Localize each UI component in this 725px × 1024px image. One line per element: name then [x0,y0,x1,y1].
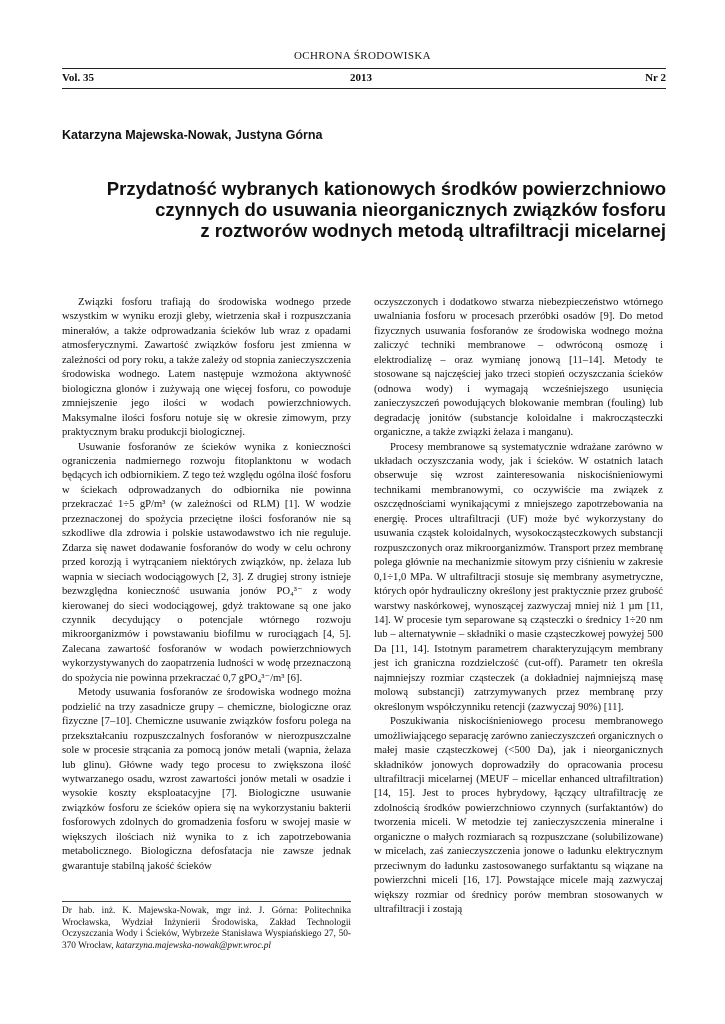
year-label: 2013 [350,72,372,84]
title-line-1: Przydatność wybranych kationowych środków powierzchniowo [106,178,666,199]
title-line-2: czynnych do usuwania nieorganicznych związków fosforu [155,199,666,220]
issue-number-label: Nr 2 [645,72,666,84]
article-title [62,178,666,241]
paragraph: Usuwanie fosforanów ze ścieków wynika z konieczności ograniczenia nadmiernego rozwoju fitoplanktonu w wodach będących ich odbiornikiem. Z tego też względu ogólna ilość fosforu w ściekach odprowadzanych do odbiornika nie powinna przekraczać 1÷5 gP/m³ (w zależności od RLM) [1]. W wodzie przeznaczonej do spożycia przeciętne ilości fosforanów nie są szkodliwe dla zdrowia i polskie ustawodawstwo ich nie reguluje. Zdarza się nawet dodawanie fosforanów do wody w celu ochrony przed korozją i wytrącaniem niektórych związków, np. żelaza lub wapnia w sieciach wodociągowych [2, 3]. Z drugiej strony istnieje bezwzględna konieczność usuwania jonów PO₄³⁻ z wody kierowanej do sieci wodociągowej, gdyż traktowane są one jako czynnik decydujący o potencjale wtórnego rozwoju mikroorganizmów i powstawaniu biofilmu w rurociągach [4, 5]. Zalecana zawartość fosforanów w wodach powierzchniowych wykorzystywanych do zaopatrzenia ludności w wodę przeznaczoną do spożycia nie powinna przekraczać 0,7 gPO₄³⁻/m³ [6]. [62,441,351,684]
footnote-text: Dr hab. inż. K. Majewska-Nowak, mgr inż. J. Górna: Politechnika Wrocławska, Wydział Inżynierii Środowiska, Zakład Technologii Oczyszczania Wody i Ścieków, Wybrzeże Stanisława Wyspiańskiego 27, 50-370 Wrocław, [62,906,351,951]
paragraph: Poszukiwania niskociśnieniowego procesu membranowego umożliwiającego separację zarówno zanieczyszczeń organicznych o małej masie cząsteczkowej (<500 Da), jak i nieorganicznych składników jonowych doprowadziły do opracowania procesu ultrafiltracji micelarnej (MEUF – micellar enhanced ultrafiltration) [14, 15]. Jest to proces hybrydowy, łączący ultrafiltrację ze zdolnością środków powierzchniowo czynnych (surfaktantów) do tworzenia miceli. W metodzie tej zanieczyszczenia mineralne i organiczne o małych rozmiarach są rozpuszczane (solubilizowane) w micelach, zaś zanieczyszczenia jonowe o ładunku elektrycznym przeciwnym do ładunku zastosowanego surfaktantu są wiązane na powierzchni miceli [16, 17]. Powstające micele mają zazwyczaj większy rozmiar od średnicy porów membran stosowanych w ultrafiltracji i zostają [374,716,663,916]
author-affiliation-footnote [62,906,351,952]
header-rule-bottom [62,88,666,89]
article-authors: Katarzyna Majewska-Nowak, Justyna Górna [62,128,323,142]
header-rule-top [62,68,666,69]
footnote-email[interactable]: katarzyna.majewska-nowak@pwr.wroc.pl [115,940,272,951]
paragraph: Związki fosforu trafiają do środowiska wodnego przede wszystkim w wyniku erozji gleby, wietrzenia skał i rozpuszczania minerałów, a także odprowadzania ścieków lub wraz z opadami atmosferycznymi. Zawartość związków fosforu jest zmienna w zależności od pory roku, a także zależy od stopnia zanieczyszczenia środowiska wodnego. Latem następuje wzmożona aktywność biologiczna glonów i zużywają one więcej fosforu, co powoduje zmniejszenie jego ilości w wodach powierzchniowych. Maksymalne ilości fosforu notuje się w okresie zimowym, przy praktycznym braku produkcji biologicznej. [62,297,351,439]
journal-name: OCHRONA ŚRODOWISKA [293,50,432,62]
title-line-3: z roztworów wodnych metodą ultrafiltracji micelarnej [200,220,666,241]
volume-label: Vol. 35 [62,72,94,84]
paragraph: Metody usuwania fosforanów ze środowiska wodnego można podzielić na trzy zasadnicze grupy – chemiczne, biologiczne oraz fizyczne [7–10]. Chemiczne usuwanie związków fosforu polega na przekształcaniu rozpuszczalnych fosforanów w nierozpuszczalne sole w procesie strącania za pomocą jonów metali (wapnia, żelaza lub glinu). Główne wady tego procesu to zwiększona ilość wytwarzanego osadu, wzrost zawartości jonów metali w osadzie i wysokie koszty eksploatacyjne [7]. Biologiczne usuwanie związków fosforu ze ścieków opiera się na wykorzystaniu bakterii fosforowych zdolnych do gromadzenia fosforu w swojej masie w większych ilościach niż wynika to z ich zapotrzebowania metabolicznego. Biologiczna defosfatacja nie zawsze jednak gwarantuje stabilną jakość ścieków [62,687,351,872]
paragraph: oczyszczonych i dodatkowo stwarza niebezpieczeństwo wtórnego uwalniania fosforu w procesach przeróbki osadów [9]. Do metod fizycznych usuwania fosforanów ze środowiska wodnego można zaliczyć techniki membranowe – odwróconą osmozę i elektrodializę – oraz wymianę jonową [11–14]. Metody te stosowane są najczęściej jako trzeci stopień oczyszczania ścieków (odnowa wody) i wymagają wcześniejszego usunięcia zanieczyszczeń powodujących blokowanie membran (fouling) lub degradację jonitów (substancje koloidalne i makrocząsteczki organiczne, a także związki żelaza i manganu). [374,297,663,439]
body-column-left [62,296,351,874]
body-column-right [374,296,663,917]
paragraph: Procesy membranowe są systematycznie wdrażane zarówno w układach oczyszczania wody, jak i ścieków. W ostatnich latach obserwuje się wzrost zainteresowania niskociśnieniowymi technikami membranowymi, co oczywiście ma związek z oszczędnościami wynikającymi z mniejszego zapotrzebowania na energię. Proces ultrafiltracji (UF) może być wykorzystany do usuwania cząstek koloidalnych, wysokocząsteczkowych substancji rozpuszczonych oraz mikroorganizmów. Transport przez membranę polega głównie na mechanizmie sitowym przy ciśnieniu w zakresie 0,1÷1,0 MPa. W ultrafiltracji stosuje się membrany asymetryczne, których opór hydrauliczny określony jest praktycznie przez grubość warstwy naskórkowej, wynoszącej zazwyczaj mniej niż 1 µm [11, 14]. W procesie tym separowane są cząsteczki o średnicy 1÷20 nm lub – alternatywnie – składniki o masie cząsteczkowej powyżej 500 Da [11, 14]. Istotnym parametrem charakteryzującym membrany jest ich graniczna rozdzielczość (cut-off). Parametr ten określa najmniejszy rozmiar cząsteczek (a dokładniej najmniejszą masę molową substancji) zatrzymywanych przez membranę przy określonym współczynniku retencji (zazwyczaj 90%) [11]. [374,441,663,713]
footnote-rule [62,901,351,902]
